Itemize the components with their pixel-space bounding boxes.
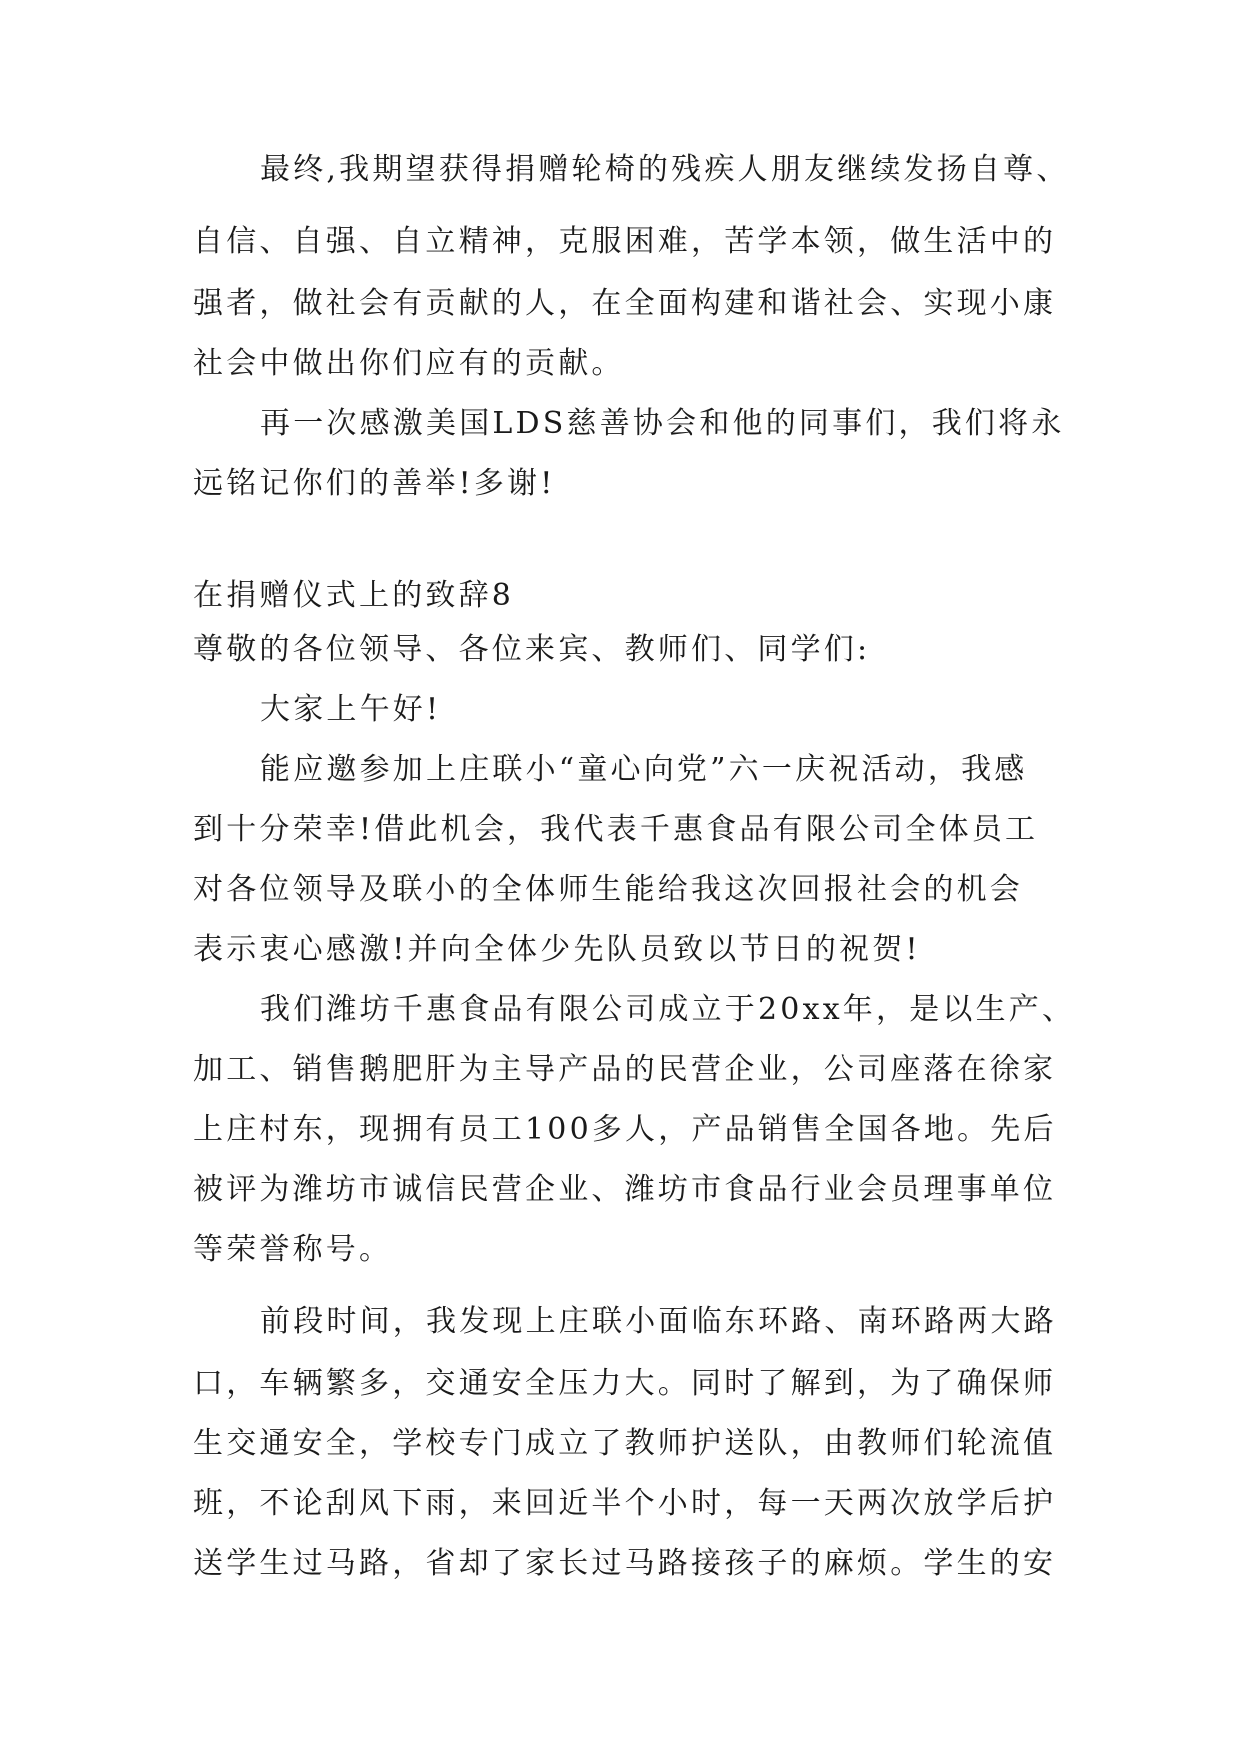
text-line: 口，车辆繁多，交通安全压力大。同时了解到，为了确保师 [193, 1366, 1057, 1401]
text-line: 生交通安全，学校专门成立了教师护送队，由教师们轮流值 [193, 1426, 1057, 1461]
text-line: 加工、销售鹅肥肝为主导产品的民营企业，公司座落在徐家 [193, 1052, 1057, 1087]
text-line: 再一次感激美国LDS慈善协会和他的同事们，我们将永 [260, 406, 1065, 441]
text-line: 能应邀参加上庄联小“童心向党”六一庆祝活动，我感 [260, 752, 1028, 787]
text-line: 自信、自强、自立精神，克服困难，苦学本领，做生活中的 [193, 224, 1057, 259]
text-line: 对各位领导及联小的全体师生能给我这次回报社会的机会 [193, 872, 1023, 907]
text-line: 等荣誉称号。 [193, 1232, 393, 1267]
text-line: 被评为潍坊市诚信民营企业、潍坊市食品行业会员理事单位 [193, 1172, 1057, 1207]
text-line: 最终,我期望获得捐赠轮椅的残疾人朋友继续发扬自尊、 [260, 152, 1070, 187]
text-line: 上庄村东，现拥有员工100多人，产品销售全国各地。先后 [193, 1112, 1057, 1147]
text-line: 强者，做社会有贡献的人，在全面构建和谐社会、实现小康 [193, 286, 1057, 321]
text-line: 远铭记你们的善举!多谢! [193, 466, 556, 501]
text-line: 我们潍坊千惠食品有限公司成立于20xx年，是以生产、 [260, 992, 1076, 1027]
greeting: 大家上午好! [260, 692, 442, 727]
text-line: 社会中做出你们应有的贡献。 [193, 346, 625, 381]
text-line: 到十分荣幸!借此机会，我代表千惠食品有限公司全体员工 [193, 812, 1039, 847]
text-line: 送学生过马路，省却了家长过马路接孩子的麻烦。学生的安 [193, 1546, 1057, 1581]
text-line: 前段时间，我发现上庄联小面临东环路、南环路两大路 [260, 1304, 1057, 1339]
text-line: 表示衷心感激!并向全体少先队员致以节日的祝贺! [193, 932, 921, 967]
section-heading: 在捐赠仪式上的致辞8 [193, 578, 515, 613]
text-line: 班，不论刮风下雨，来回近半个小时，每一天两次放学后护 [193, 1486, 1057, 1521]
salutation: 尊敬的各位领导、各位来宾、教师们、同学们: [193, 632, 871, 667]
